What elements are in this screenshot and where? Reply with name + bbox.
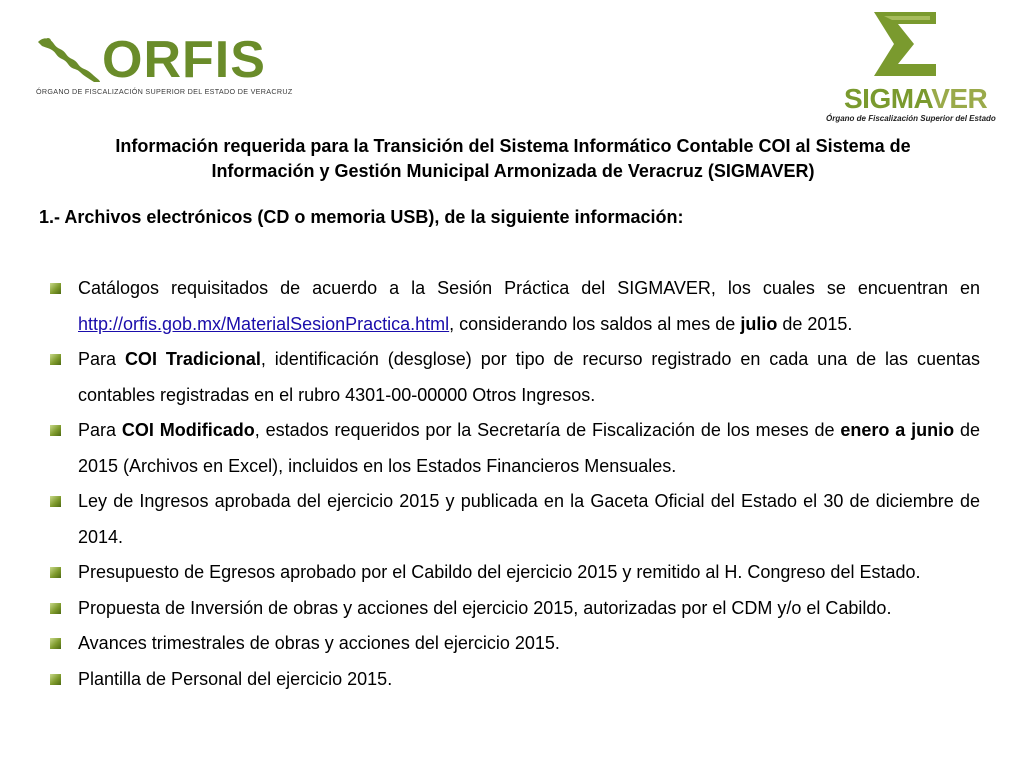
square-bullet-icon [50,567,61,578]
requirements-list [50,271,980,697]
sigmaver-logo-text-a: SIGMA [844,83,932,114]
list-item: Para COI Tradicional, identificación (desglose) por tipo de recurso registrado en cada una de las cuentas contables registradas en el rubro 4301-00-00000 Otros Ingresos. [50,342,980,413]
sigmaver-logo [826,10,1016,125]
list-item: Avances trimestrales de obras y acciones del ejercicio 2015. [50,626,980,662]
list-item: Propuesta de Inversión de obras y acciones del ejercicio 2015, autorizadas por el CDM y/o el Cabildo. [50,591,980,627]
square-bullet-icon [50,603,61,614]
orfis-logo-text: ORFIS [102,31,266,89]
page-title-line2: Información y Gestión Municipal Armonizada de Veracruz (SIGMAVER) [211,161,815,181]
list-item: Plantilla de Personal del ejercicio 2015. [50,662,980,698]
list-item: Ley de Ingresos aprobada del ejercicio 2015 y publicada en la Gaceta Oficial del Estado el 30 de diciembre de 2014. [50,484,980,555]
square-bullet-icon [50,283,61,294]
square-bullet-icon [50,354,61,365]
list-item: Catálogos requisitados de acuerdo a la Sesión Práctica del SIGMAVER, los cuales se encuentran en http://orfis.gob.mx/MaterialSesionPractica.html, considerando los saldos al mes de julio de 2015. [50,271,980,342]
orfis-logo [36,31,326,100]
sigmaver-logo-text [844,84,987,114]
material-sesion-link[interactable]: http://orfis.gob.mx/MaterialSesionPractica.html [78,313,450,334]
orfis-logo-subtitle: ÓRGANO DE FISCALIZACIÓN SUPERIOR DEL ESTADO DE VERACRUZ [36,87,293,96]
square-bullet-icon [50,425,61,436]
square-bullet-icon [50,674,61,685]
veracruz-map-icon [36,34,102,84]
sigmaver-logo-text-b: VER [931,83,988,114]
sigmaver-logo-subtitle: Órgano de Fiscalización Superior del Estado [826,114,996,123]
sigma-icon [870,10,940,78]
square-bullet-icon [50,496,61,507]
section-heading: 1.- Archivos electrónicos (CD o memoria USB), de la siguiente información: [39,207,684,227]
list-item: Para COI Modificado, estados requeridos por la Secretaría de Fiscalización de los meses de enero a junio de 2015 (Archivos en Excel), incluidos en los Estados Financieros Mensuales. [50,413,980,484]
page-title-line1: Información requerida para la Transición del Sistema Informático Contable COI al Sistema de [115,136,911,156]
page-title [30,134,996,184]
square-bullet-icon [50,638,61,649]
list-item: Presupuesto de Egresos aprobado por el Cabildo del ejercicio 2015 y remitido al H. Congreso del Estado. [50,555,980,591]
